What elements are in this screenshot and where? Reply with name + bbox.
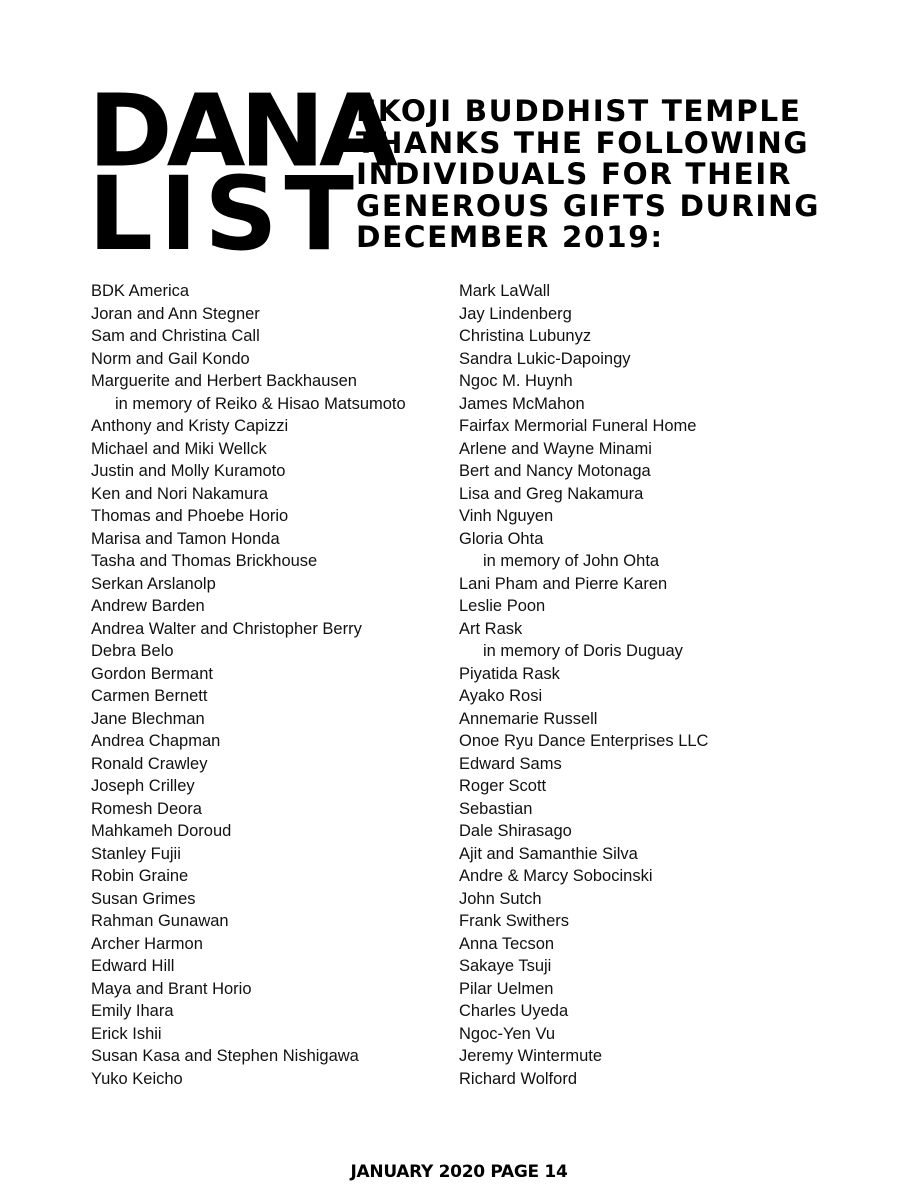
donor-name: Andrea Chapman xyxy=(91,732,221,750)
memorial-note: in memory of Reiko & Hisao Matsumoto xyxy=(115,394,406,413)
logo-letter: L xyxy=(88,155,153,274)
donor-name: Charles Uyeda xyxy=(459,1002,569,1020)
donor-name: Leslie Poon xyxy=(459,597,546,615)
donor-name: Dale Shirasago xyxy=(459,822,572,840)
donor-name: Edward Hill xyxy=(91,957,175,975)
donor-name: Sam and Christina Call xyxy=(91,327,260,345)
headline-line: DECEMBER 2019: xyxy=(356,220,664,254)
donor-name: Jeremy Wintermute xyxy=(459,1047,603,1065)
donor-name: Sandra Lukic-Dapoingy xyxy=(459,349,631,368)
logo-letter: I xyxy=(159,155,198,274)
donor-name: James McMahon xyxy=(459,394,585,413)
donor-name: Ronald Crawley xyxy=(91,754,208,773)
donor-name: Gordon Bermant xyxy=(91,664,213,683)
donor-name: Andre & Marcy Sobocinski xyxy=(459,867,653,885)
donor-name: Tasha and Thomas Brickhouse xyxy=(91,552,318,570)
donor-name: Stanley Fujii xyxy=(91,844,181,863)
donor-name: Archer Harmon xyxy=(91,934,203,953)
headline-line: GENEROUS GIFTS DURING xyxy=(356,188,821,223)
donor-name: Richard Wolford xyxy=(459,1069,577,1088)
donor-name: Pilar Uelmen xyxy=(459,979,554,998)
donor-name: John Sutch xyxy=(459,889,542,908)
donor-name: Joran and Ann Stegner xyxy=(91,304,260,323)
donor-name: Frank Swithers xyxy=(459,912,570,930)
donor-name: Ajit and Samanthie Silva xyxy=(459,844,638,863)
headline-line: INDIVIDUALS FOR THEIR xyxy=(356,157,793,191)
donor-name: Joseph Crilley xyxy=(91,777,195,795)
donor-name: Anthony and Kristy Capizzi xyxy=(91,417,289,435)
donor-name: Lani Pham and Pierre Karen xyxy=(459,574,668,593)
donor-name: Maya and Brant Horio xyxy=(91,979,252,998)
donor-name: Sakaye Tsuji xyxy=(459,957,552,975)
donor-name: Jay Lindenberg xyxy=(459,304,572,323)
logo-letter: N xyxy=(239,73,319,190)
donor-name: Lisa and Greg Nakamura xyxy=(459,484,644,503)
donor-name: Jane Blechman xyxy=(91,709,205,728)
headline-line: THANKS THE FOLLOWING xyxy=(356,125,810,160)
donor-name: Yuko Keicho xyxy=(91,1069,183,1088)
memorial-note: in memory of Doris Duguay xyxy=(483,642,683,660)
donor-name: Art Rask xyxy=(459,619,523,638)
logo-letter: A xyxy=(319,73,392,190)
donor-name: Michael and Miki Wellck xyxy=(91,439,267,458)
donor-name: Thomas and Phoebe Horio xyxy=(91,507,289,525)
donor-name: Susan Kasa and Stephen Nishigawa xyxy=(91,1047,359,1065)
memorial-note: in memory of John Ohta xyxy=(483,552,660,570)
dana-list-logo xyxy=(88,73,392,274)
logo-letter: A xyxy=(166,73,240,190)
donor-name: Ken and Nori Nakamura xyxy=(91,484,269,503)
donor-name: Erick Ishii xyxy=(91,1024,162,1043)
donor-name: Ayako Rosi xyxy=(459,687,543,705)
donor-list-left xyxy=(91,280,451,1090)
donor-name: Annemarie Russell xyxy=(459,709,598,728)
donor-name: Gloria Ohta xyxy=(459,529,544,548)
headline-line: EKOJI BUDDHIST TEMPLE xyxy=(356,94,802,128)
donor-name: Vinh Nguyen xyxy=(459,507,554,525)
page-headline xyxy=(356,96,856,254)
donor-name: Roger Scott xyxy=(459,777,547,795)
donor-name: Carmen Bernett xyxy=(91,687,208,705)
donor-name: Sebastian xyxy=(459,799,533,818)
donor-name: BDK America xyxy=(91,282,190,300)
donor-name: Marguerite and Herbert Backhausen xyxy=(91,372,357,390)
donor-name: Norm and Gail Kondo xyxy=(91,349,250,368)
donor-name: Robin Graine xyxy=(91,867,189,885)
donor-name: Ngoc M. Huynh xyxy=(459,372,573,390)
donor-name: Mahkameh Doroud xyxy=(91,822,232,840)
logo-letter: T xyxy=(284,155,354,274)
donor-name: Mark LaWall xyxy=(459,282,551,300)
logo-letter: D xyxy=(88,73,167,190)
donor-name: Marisa and Tamon Honda xyxy=(91,529,280,548)
logo-line-list xyxy=(88,155,354,274)
donor-name: Christina Lubunyz xyxy=(459,327,592,345)
donor-name: Arlene and Wayne Minami xyxy=(459,439,652,458)
donor-name: Andrea Walter and Christopher Berry xyxy=(91,619,362,638)
page-header xyxy=(88,73,848,274)
donor-name: Fairfax Mermorial Funeral Home xyxy=(459,417,697,435)
donor-name: Rahman Gunawan xyxy=(91,912,229,930)
logo-letter: S xyxy=(204,155,278,274)
donor-name: Bert and Nancy Motonaga xyxy=(459,462,651,480)
donor-name: Onoe Ryu Dance Enterprises LLC xyxy=(459,732,709,750)
donor-list-right xyxy=(459,280,839,1090)
donor-name: Romesh Deora xyxy=(91,799,202,818)
donor-name: Emily Ihara xyxy=(91,1002,174,1020)
donor-name: Serkan Arslanolp xyxy=(91,574,216,593)
donor-name: Ngoc-Yen Vu xyxy=(459,1024,556,1043)
donor-name: Susan Grimes xyxy=(91,889,196,908)
donor-name: Debra Belo xyxy=(91,642,174,660)
donor-name: Andrew Barden xyxy=(91,597,205,615)
donor-name: Edward Sams xyxy=(459,754,562,773)
page-footer: JANUARY 2020 PAGE 14 xyxy=(350,1162,568,1182)
donor-name: Anna Tecson xyxy=(459,934,555,953)
donor-name: Justin and Molly Kuramoto xyxy=(91,462,286,480)
donor-name: Piyatida Rask xyxy=(459,664,560,683)
